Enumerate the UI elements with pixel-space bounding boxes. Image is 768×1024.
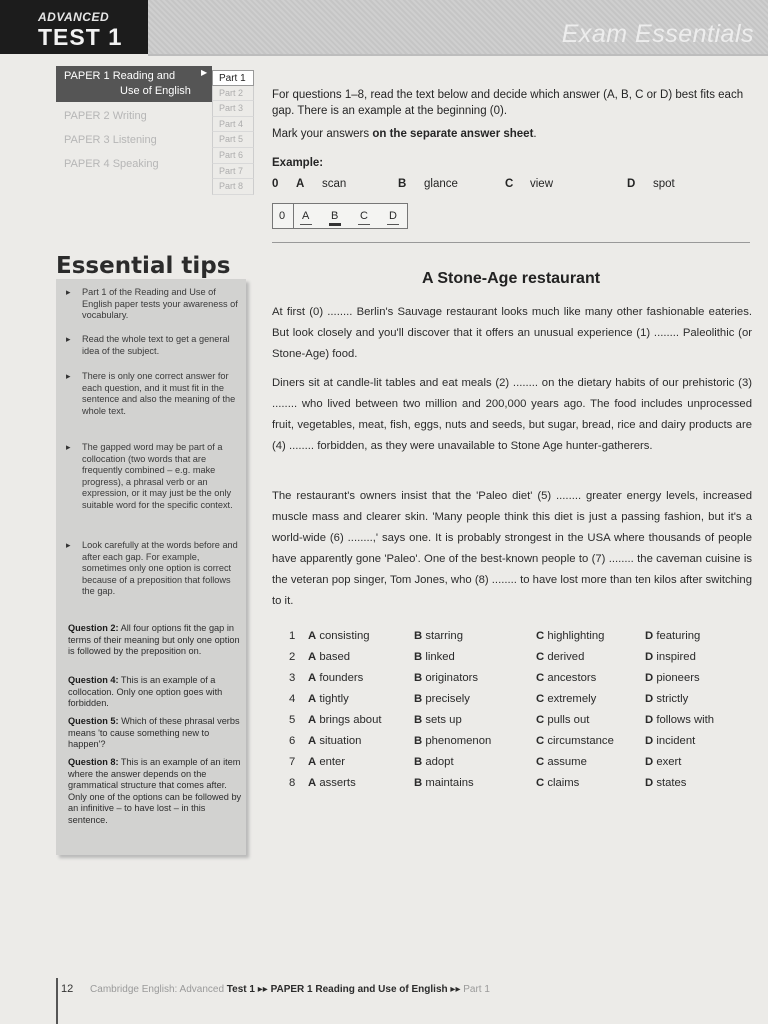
question-row: 3 A founders B originators C ancestors D pioneers	[289, 672, 700, 684]
option-a: situation	[319, 735, 362, 747]
example-option-b: glance	[424, 178, 458, 190]
article-title: A Stone-Age restaurant	[421, 270, 601, 287]
article-paragraph: The restaurant's owners insist that the 'Paleo diet' (5) ........ greater energy levels, increased muscle mass and clearer skin. 'Many people think this diet is just a passing fashion, but it's a world-wide (6) ........,' says one. It is probably strongest in the USA where thousands of people have apparently gone 'Paleo'. One of the best-known people to (7) ........ the caveman cuisine is the veteran pop singer, Tom Jones, who (8) ........ to have lost more than ten kilos after switching to it.	[272, 490, 752, 607]
option-c: assume	[547, 756, 587, 768]
option-a: asserts	[319, 777, 356, 789]
article-paragraph: Diners sit at candle-lit tables and eat meals (2) ........ on the dietary habits of our prehistoric (3) ........ who lived between two million and 200,000 years ago. The food includes unprocessed fruit, vegetables, meat, fish, eggs, nuts and seeds, but sugar, bread, rice and dairy products are (4) ........ forbidden, as they were unavailable to Stone Age hunter-gatherers.	[272, 377, 752, 452]
header-test-title: TEST 1	[38, 24, 123, 51]
answer-mark	[329, 223, 341, 226]
option-a: consisting	[319, 630, 370, 642]
question-8-tip: Question 8: This is an example of an item where the answer depends on the grammatical structure that comes after. Only one of the options can be followed by an infinitive – to have lost – in this sentence.	[68, 757, 242, 825]
answer-sheet-instruction: Mark your answers on the separate answer sheet.	[272, 128, 537, 140]
section-divider	[272, 242, 750, 243]
option-d: pioneers	[656, 672, 700, 684]
question-row: 8 A asserts B maintains C claims D states	[289, 777, 687, 789]
option-d: states	[656, 777, 687, 789]
question-5-tip: Question 5: Which of these phrasal verbs means 'to cause something new to happen'?	[68, 716, 240, 750]
instructions-text: For questions 1–8, read the text below and decide which answer (A, B, C or D) best fits each gap. There is an example at the beginning (0).	[272, 89, 744, 117]
option-a: brings about	[319, 714, 382, 726]
option-d: inspired	[656, 651, 696, 663]
option-a: based	[319, 651, 351, 663]
option-b: starring	[425, 630, 463, 642]
option-b: linked	[425, 651, 455, 663]
options-table	[272, 630, 752, 800]
option-b: maintains	[425, 777, 474, 789]
option-c: circumstance	[547, 735, 614, 747]
part-tab-7[interactable]: Part 7	[212, 164, 254, 180]
example-number: 0	[272, 178, 279, 190]
tip-bullet: ▸ Part 1 of the Reading and Use of English paper tests your awareness of vocabulary.	[56, 287, 240, 322]
option-a: enter	[319, 756, 346, 768]
tips-panel	[56, 279, 246, 855]
footer-arrow-icon: ▸▸	[257, 984, 268, 995]
part-tab-2[interactable]: Part 2	[212, 86, 254, 102]
option-b: precisely	[425, 693, 470, 705]
question-row: 7 A enter B adopt C assume D exert	[289, 756, 682, 768]
tips-title: Essential tips	[56, 253, 231, 279]
option-a: tightly	[319, 693, 349, 705]
example-option-a: scan	[322, 178, 347, 190]
footer-arrow-icon: ▸▸	[450, 984, 461, 995]
footer-test: Test 1	[226, 984, 255, 995]
option-b: adopt	[425, 756, 454, 768]
option-d: featuring	[656, 630, 701, 642]
header-advanced-label: ADVANCED	[38, 10, 110, 24]
example-label: Example:	[272, 157, 324, 169]
question-4-tip: Question 4: This is an example of a collocation. Only one option goes with forbidden.	[68, 675, 223, 709]
option-b: originators	[425, 672, 479, 684]
answer-option-b: B	[331, 210, 339, 222]
part-tab-6[interactable]: Part 6	[212, 148, 254, 164]
page-number: 12	[61, 983, 74, 995]
footer	[61, 983, 490, 995]
paper-arrow-icon: ▶	[201, 68, 208, 77]
article-paragraph: At first (0) ........ Berlin's Sauvage restaurant looks much like many other fashionable eateries. But look closely and you'll discover that it offers an unusual experience (1) ........ Paleolithic (or Stone-Age) food.	[272, 306, 752, 360]
example-option-c: view	[530, 178, 554, 190]
header-test-number: 1	[108, 24, 123, 51]
tip-bullet: ▸ The gapped word may be part of a collocation (two words that are frequently combined – e.g. make progress), a phrasal verb or an expression, or it may just be the only suitable word for the specific context.	[56, 442, 240, 512]
answer-option-c: C	[360, 210, 368, 222]
option-c: extremely	[547, 693, 597, 705]
option-b: sets up	[425, 714, 462, 726]
tip-bullet: ▸ Read the whole text to get a general idea of the subject.	[56, 334, 240, 357]
tip-bullet: ▸ There is only one correct answer for each question, and it must fit in the sentence and also the meaning of the whole text.	[56, 371, 240, 417]
question-row: 5 A brings about B sets up C pulls out D follows with	[289, 714, 715, 726]
parts-nav	[212, 70, 254, 195]
footer-part: Part 1	[463, 984, 490, 995]
paper-1-label-line2: Use of English	[120, 85, 191, 97]
footer-publisher: Cambridge English: Advanced	[90, 984, 227, 995]
example-answer-box: 0 A B C D	[272, 203, 408, 229]
answer-option-d: D	[389, 210, 397, 222]
option-b: phenomenon	[425, 735, 492, 747]
header-section-title: Exam Essentials	[561, 20, 754, 48]
option-c: claims	[547, 777, 580, 789]
part-tab-3[interactable]: Part 3	[212, 101, 254, 117]
footer-bar	[56, 978, 58, 1024]
option-a: founders	[319, 672, 364, 684]
question-row: 1 A consisting B starring C highlighting D featuring	[289, 630, 701, 642]
option-c: pulls out	[547, 714, 590, 726]
part-tab-1[interactable]: Part 1	[212, 70, 254, 86]
paper-4-tab[interactable]: PAPER 4 Speaking	[64, 158, 159, 170]
question-2-tip: Question 2: All four options fit the gap in terms of their meaning but only one option is followed by the preposition on.	[68, 623, 240, 657]
part-tab-8[interactable]: Part 8	[212, 179, 254, 195]
question-row: 4 A tightly B precisely C extremely D strictly	[289, 693, 689, 705]
part-tab-4[interactable]: Part 4	[212, 117, 254, 133]
example-option-d: spot	[653, 178, 675, 190]
answer-option-a: A	[302, 210, 310, 222]
option-d: exert	[656, 756, 682, 768]
option-d: follows with	[656, 714, 715, 726]
part-tab-5[interactable]: Part 5	[212, 132, 254, 148]
question-row: 2 A based B linked C derived D inspired	[289, 651, 696, 663]
question-row: 6 A situation B phenomenon C circumstance D incident	[289, 735, 696, 747]
paper-1-tab[interactable]	[56, 66, 212, 102]
option-c: derived	[547, 651, 585, 663]
paper-2-tab[interactable]: PAPER 2 Writing	[64, 110, 147, 122]
option-c: ancestors	[547, 672, 597, 684]
paper-3-tab[interactable]: PAPER 3 Listening	[64, 134, 157, 146]
option-c: highlighting	[547, 630, 605, 642]
paper-1-label-line1: PAPER 1 Reading and	[64, 70, 176, 82]
option-d: incident	[656, 735, 696, 747]
footer-paper: PAPER 1 Reading and Use of English	[270, 984, 448, 995]
tip-bullet: ▸ Look carefully at the words before and after each gap. For example, sometimes only one option is correct because of a preposition that follows the gap.	[56, 540, 240, 598]
option-d: strictly	[656, 693, 689, 705]
header-divider	[148, 54, 768, 56]
